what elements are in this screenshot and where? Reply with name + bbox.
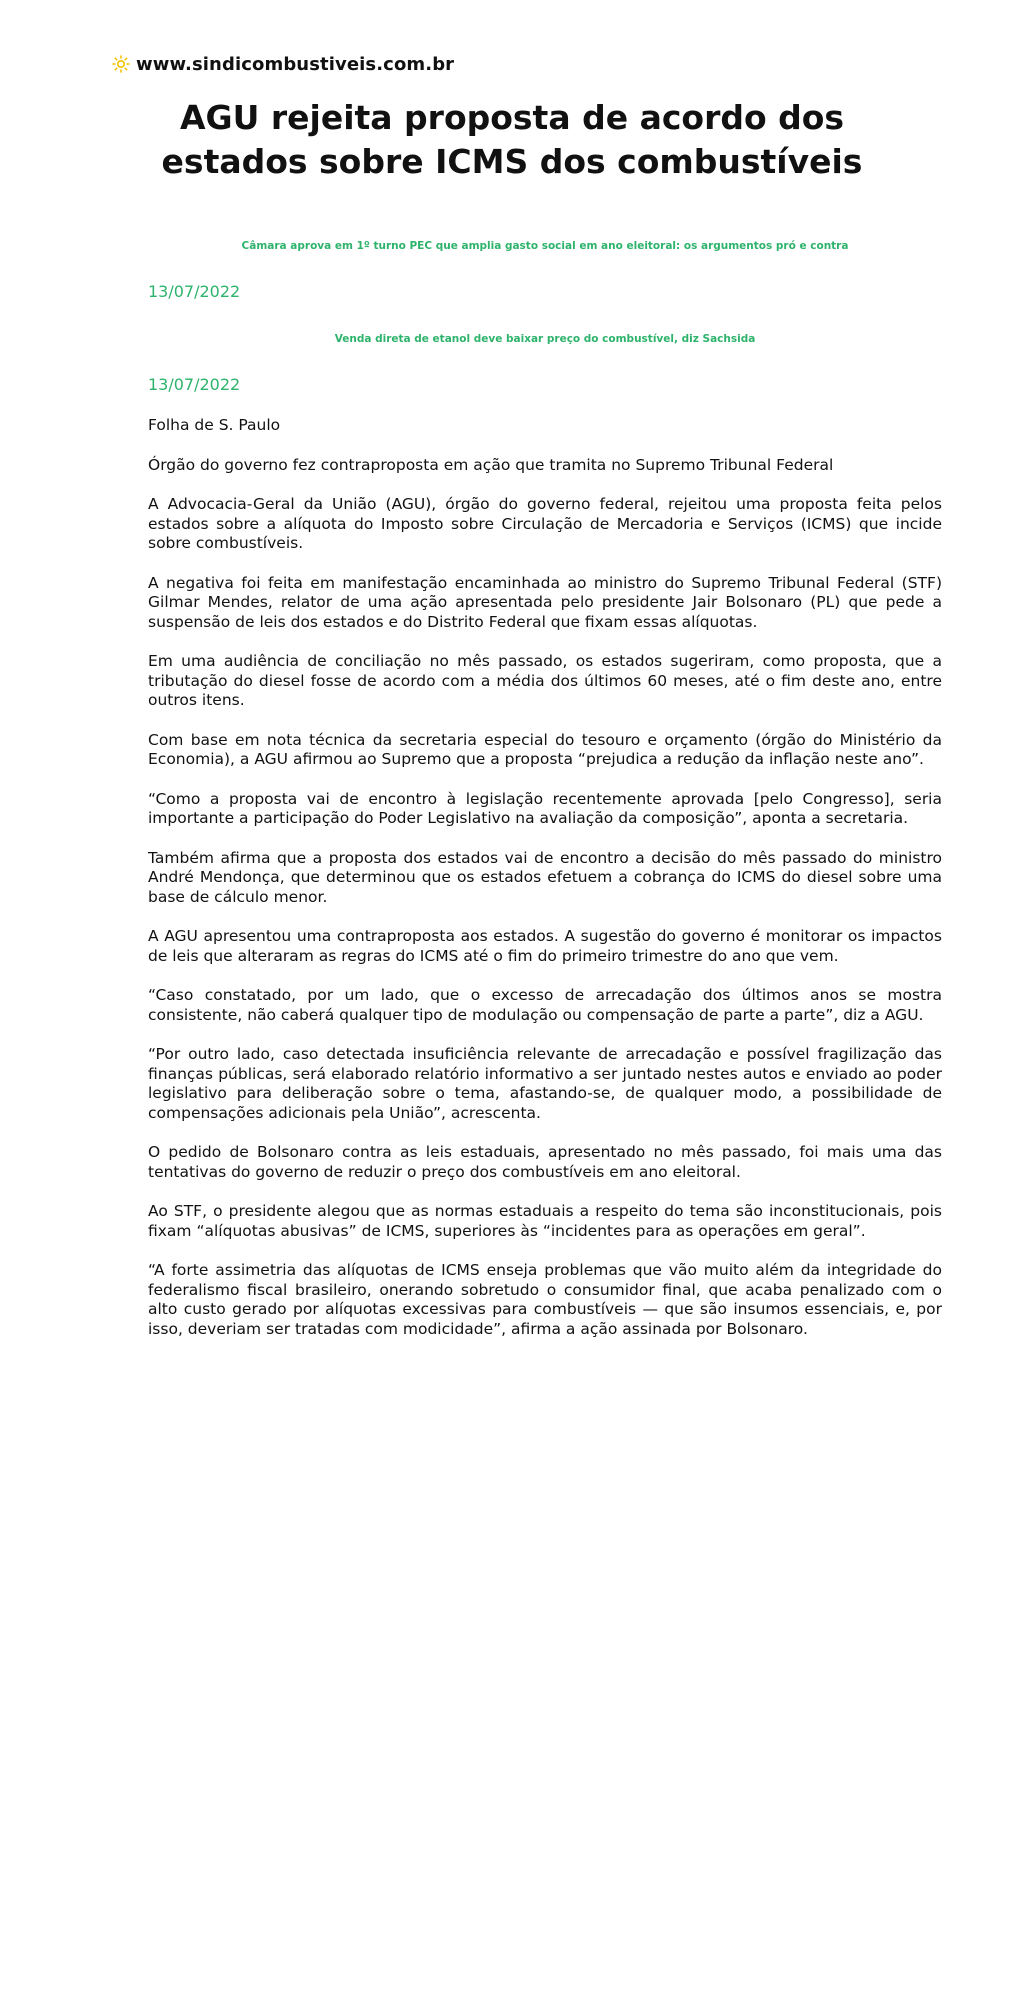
article-paragraph: O pedido de Bolsonaro contra as leis estaduais, apresentado no mês passado, foi mais uma das tentativas do governo de reduzir o preço dos combustíveis em ano eleitoral. <box>148 1143 942 1181</box>
article-paragraph: A Advocacia-Geral da União (AGU), órgão do governo federal, rejeitou uma proposta feita pelos estados sobre a alíquota do Imposto sobre Circulação de Mercadoria e Serviços (ICMS) que incide sobre combustíveis. <box>148 495 942 552</box>
related-date-1: 13/07/2022 <box>148 282 241 301</box>
article-title: AGU rejeita proposta de acordo dos estados sobre ICMS dos combustíveis <box>161 98 863 181</box>
article-paragraph: A negativa foi feita em manifestação encaminhada ao ministro do Supremo Tribunal Federal (STF) Gilmar Mendes, relator de uma ação apresentada pelo presidente Jair Bolsonaro (PL) que pede a suspensão de leis dos estados e do Distrito Federal que fixam essas alíquotas. <box>148 573 942 631</box>
article-paragraph: Em uma audiência de conciliação no mês passado, os estados sugeriram, como proposta, que a tributação do diesel fosse de acordo com a média dos últimos 60 meses, até o fim deste ano, entre outros itens. <box>148 652 942 709</box>
article-paragraph: Também afirma que a proposta dos estados vai de encontro a decisão do mês passado do ministro André Mendonça, que determinou que os estados efetuem a cobrança do ICMS do diesel sobre uma base de cálculo menor. <box>148 848 942 906</box>
site-header <box>112 50 454 78</box>
sun-icon <box>112 55 130 73</box>
article-paragraph: Com base em nota técnica da secretaria especial do tesouro e orçamento (órgão do Ministério da Economia), a AGU afirmou ao Supremo que a proposta “prejudica a redução da inflação neste ano”. <box>148 730 942 768</box>
article-paragraph: “Por outro lado, caso detectada insuficiência relevante de arrecadação e possível fragilização das finanças públicas, será elaborado relatório informativo a ser juntado nestes autos e enviado ao poder legislativo para deliberação sobre o tema, afastando-se, de qualquer modo, a possibilidade de compensações adicionais pela União”, acrescenta. <box>148 1045 942 1122</box>
article-paragraph: “A forte assimetria das alíquotas de ICMS enseja problemas que vão muito além da integridade do federalismo fiscal brasileiro, onerando sobretudo o consumidor final, que acaba penalizado com o alto custo gerado por alíquotas excessivas para combustíveis — que são insumos essenciais, e, por isso, deveriam ser tratadas com modicidade”, afirma a ação assinada por Bolsonaro. <box>148 1261 942 1338</box>
article-paragraph: Ao STF, o presidente alegou que as normas estaduais a respeito do tema são inconstitucionais, pois fixam “alíquotas abusivas” de ICMS, superiores às “incidentes para as operações em geral”. <box>148 1202 942 1240</box>
related-date-2: 13/07/2022 <box>148 375 241 394</box>
article-paragraph: “Como a proposta vai de encontro à legislação recentemente aprovada [pelo Congresso], seria importante a participação do Poder Legislativo na avaliação da composição”, aponta a secretaria. <box>148 789 942 827</box>
related-link-1[interactable]: Câmara aprova em 1º turno PEC que amplia gasto social em ano eleitoral: os argumentos pró e contra <box>241 240 849 252</box>
article-subtitle: Órgão do governo fez contraproposta em ação que tramita no Supremo Tribunal Federal <box>148 455 834 474</box>
article-body <box>148 416 942 1359</box>
related-link-2[interactable]: Venda direta de etanol deve baixar preço do combustível, diz Sachsida <box>334 333 756 345</box>
site-url[interactable]: www.sindicombustiveis.com.br <box>136 53 455 75</box>
article-paragraph: “Caso constatado, por um lado, que o excesso de arrecadação dos últimos anos se mostra consistente, não caberá qualquer tipo de modulação ou compensação de parte a parte”, diz a AGU. <box>148 986 942 1024</box>
article-paragraph: A AGU apresentou uma contraproposta aos estados. A sugestão do governo é monitorar os impactos de leis que alteraram as regras do ICMS até o fim do primeiro trimestre do ano que vem. <box>148 927 942 965</box>
article-source: Folha de S. Paulo <box>148 416 281 434</box>
